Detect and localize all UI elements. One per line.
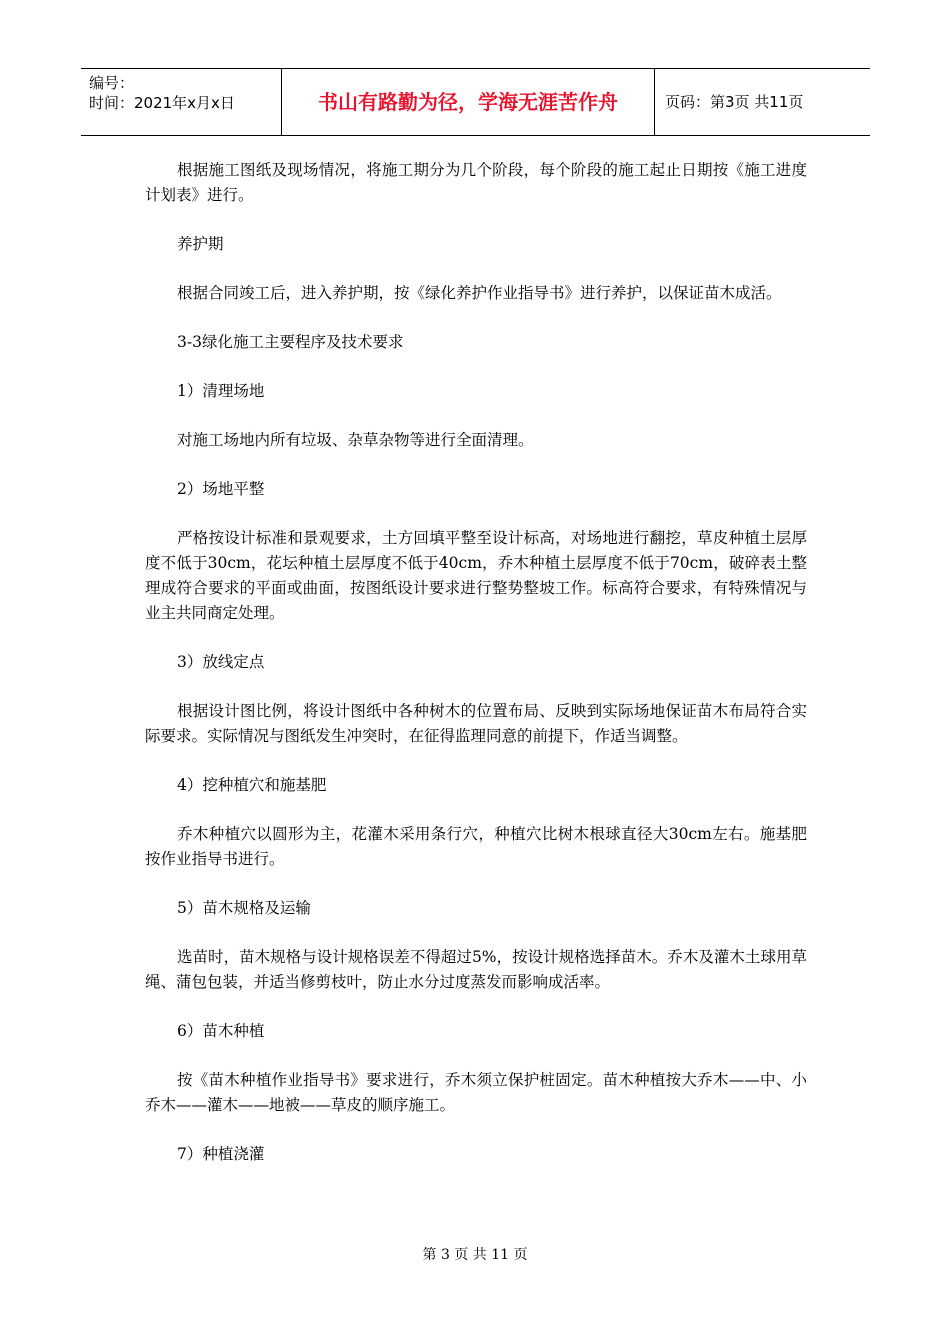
date-line: 时间：2021年x月x日 <box>89 94 235 112</box>
header-meta <box>81 69 281 135</box>
header-page-info: 页码：第3页 共11页 <box>665 93 804 111</box>
section-heading: 5）苗木规格及运输 <box>177 899 311 917</box>
page-footer: 第 3 页 共 11 页 <box>422 1247 528 1263</box>
header-motto: 书山有路勤为径，学海无涯苦作舟 <box>281 69 655 135</box>
section-heading: 养护期 <box>177 235 224 253</box>
section-heading: 6）苗木种植 <box>177 1022 265 1040</box>
section-heading: 3-3绿化施工主要程序及技术要求 <box>177 333 404 351</box>
section-heading: 3）放线定点 <box>177 653 265 671</box>
paragraph: 根据合同竣工后，进入养护期，按《绿化养护作业指导书》进行养护，以保证苗木成活。 <box>177 284 782 302</box>
document-body <box>145 158 807 1191</box>
section-heading: 7）种植浇灌 <box>177 1145 265 1163</box>
paragraph: 严格按设计标准和景观要求，土方回填平整至设计标高，对场地进行翻挖，草皮种植土层厚度不低于30cm，花坛种植土层厚度不低于40cm，乔木种植土层厚度不低于70cm，破碎表土整理成符合要求的平面或曲面，按图纸设计要求进行整势整坡工作。标高符合要求，有特殊情况与业主共同商定处理。 <box>145 529 807 622</box>
paragraph: 根据设计图比例，将设计图纸中各种树木的位置布局、反映到实际场地保证苗木布局符合实际要求。实际情况与图纸发生冲突时，在征得监理同意的前提下，作适当调整。 <box>145 702 807 745</box>
paragraph: 选苗时，苗木规格与设计规格误差不得超过5%，按设计规格选择苗木。乔木及灌木土球用草绳、蒲包包装，并适当修剪枝叶，防止水分过度蒸发而影响成活率。 <box>145 948 807 991</box>
section-heading: 1）清理场地 <box>177 382 265 400</box>
page-header <box>81 68 870 136</box>
code-label: 编号： <box>89 74 135 92</box>
section-heading: 4）挖种植穴和施基肥 <box>177 776 327 794</box>
section-heading: 2）场地平整 <box>177 480 265 498</box>
paragraph: 按《苗木种植作业指导书》要求进行，乔木须立保护桩固定。苗木种植按大乔木——中、小乔木——灌木——地被——草皮的顺序施工。 <box>145 1071 807 1114</box>
paragraph: 根据施工图纸及现场情况，将施工期分为几个阶段，每个阶段的施工起止日期按《施工进度计划表》进行。 <box>145 161 807 204</box>
paragraph: 乔木种植穴以圆形为主，花灌木采用条行穴，种植穴比树木根球直径大30cm左右。施基肥按作业指导书进行。 <box>145 825 807 868</box>
paragraph: 对施工场地内所有垃圾、杂草杂物等进行全面清理。 <box>177 431 534 449</box>
